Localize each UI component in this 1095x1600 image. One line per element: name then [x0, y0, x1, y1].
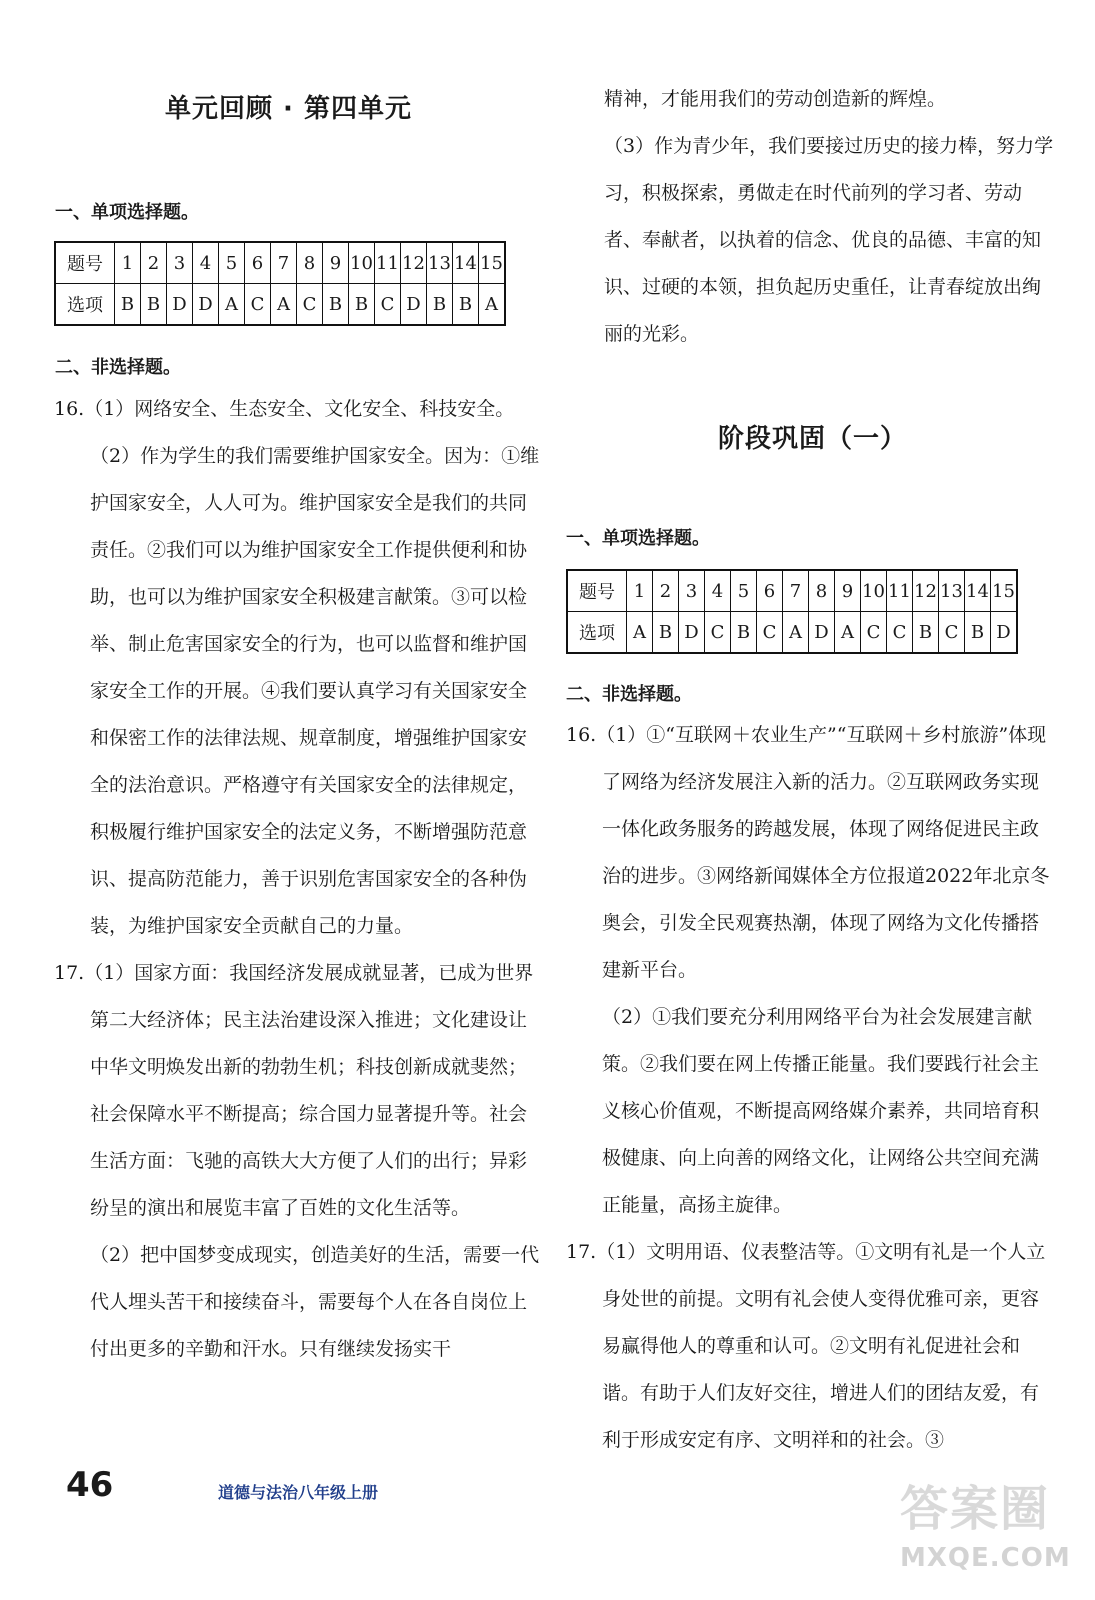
- answer-cell: A: [627, 612, 653, 654]
- question-number-cell: 6: [757, 570, 783, 612]
- left-table-header-row: [55, 242, 505, 284]
- answer-cell: A: [219, 284, 245, 326]
- answer-cell: D: [401, 284, 427, 326]
- question-number-cell: 3: [679, 570, 705, 612]
- answer-paragraph: 17.（1）国家方面：我国经济发展成就显著，已成为世界第二大经济体；民主法治建设深入推进；文化建设让中华文明焕发出新的勃勃生机；科技创新成就斐然；社会保障水平不断提高；综合国力显著提升等。社会生活方面：飞驰的高铁大大方便了人们的出行；异彩纷呈的演出和展览丰富了百姓的文化生活等。: [54, 962, 534, 1219]
- answer-cell: C: [705, 612, 731, 654]
- question-number-cell: 4: [193, 242, 219, 284]
- answer-paragraph: （2）把中国梦变成现实，创造美好的生活，需要一代代人埋头苦干和接续奋斗，需要每个人在各自岗位上付出更多的辛勤和汗水。只有继续发扬实干: [90, 1244, 540, 1360]
- answer-cell: B: [349, 284, 375, 326]
- answer-cell: A: [271, 284, 297, 326]
- watermark-logo: 答案圈: [900, 1481, 1051, 1537]
- question-number-cell: 13: [939, 570, 965, 612]
- question-number-cell: 2: [141, 242, 167, 284]
- question-number-cell: 2: [653, 570, 679, 612]
- unit-review-title: 单元回顾 · 第四单元: [165, 94, 412, 124]
- answer-paragraph: （2）作为学生的我们需要维护国家安全。因为：①维护国家安全，人人可为。维护国家安全是我们的共同责任。②我们可以为维护国家安全工作提供便利和协助，也可以为维护国家安全积极建言献策。③可以检举、制止危害国家安全的行为，也可以监督和维护国家安全工作的开展。④我们要认真学习有关国家安全和保密工作的法律法规、规章制度，增强维护国家安全的法治意识。严格遵守有关国家安全的法律规定，积极履行维护国家安全的法定义务，不断增强防范意识、提高防范能力，善于识别危害国家安全的各种伪装，为维护国家安全贡献自己的力量。: [90, 445, 540, 937]
- page-number: 46: [66, 1465, 114, 1505]
- question-number-cell: 5: [219, 242, 245, 284]
- answer-cell: C: [375, 284, 401, 326]
- right-answer-table: [566, 569, 1018, 654]
- answer-paragraph: （3）作为青少年，我们要接过历史的接力棒，努力学习，积极探索，勇做走在时代前列的学习者、劳动者、奉献者，以执着的信念、优良的品德、丰富的知识、过硬的本领，担负起历史重任，让青春绽放出绚丽的光彩。: [604, 135, 1054, 345]
- question-number-cell: 11: [375, 242, 401, 284]
- question-number-label: 题号: [567, 570, 627, 612]
- question-number-cell: 3: [167, 242, 193, 284]
- answer-cell: B: [913, 612, 939, 654]
- answer-cell: C: [245, 284, 271, 326]
- answer-cell: D: [679, 612, 705, 654]
- question-number-cell: 10: [349, 242, 375, 284]
- answer-cell: A: [783, 612, 809, 654]
- site-watermark: [900, 1470, 1070, 1580]
- answer-cell: D: [167, 284, 193, 326]
- question-number-cell: 8: [297, 242, 323, 284]
- left-answer-table: [54, 241, 506, 326]
- answer-cell: B: [323, 284, 349, 326]
- right-table-answer-row: [567, 612, 1017, 654]
- answer-paragraph: 16.（1）网络安全、生态安全、文化安全、科技安全。: [54, 398, 515, 420]
- answer-paragraph: 17.（1）文明用语、仪表整洁等。①文明有礼是一个人立身处世的前提。文明有礼会使人变得优雅可亲，更容易赢得他人的尊重和认可。②文明有礼促进社会和谐。有助于人们友好交往，增进人们的团结友爱，有利于形成安定有序、文明祥和的社会。③: [566, 1241, 1046, 1451]
- answer-paragraph: 16.（1）①“互联网＋农业生产”“互联网＋乡村旅游”体现了网络为经济发展注入新的活力。②互联网政务实现一体化政务服务的跨越发展，体现了网络促进民主政治的进步。③网络新闻媒体全方位报道2022年北京冬奥会，引发全民观赛热潮，体现了网络为文化传播搭建新平台。: [566, 724, 1050, 981]
- answer-cell: B: [115, 284, 141, 326]
- question-number-cell: 13: [427, 242, 453, 284]
- answer-label: 选项: [55, 284, 115, 326]
- answer-cell: C: [887, 612, 913, 654]
- answer-cell: B: [731, 612, 757, 654]
- answer-cell: B: [653, 612, 679, 654]
- answer-cell: B: [453, 284, 479, 326]
- answer-cell: D: [809, 612, 835, 654]
- watermark-url: MXQE.COM: [900, 1543, 1071, 1573]
- answer-label: 选项: [567, 612, 627, 654]
- question-number-cell: 14: [453, 242, 479, 284]
- question-number-cell: 10: [861, 570, 887, 612]
- question-number-label: 题号: [55, 242, 115, 284]
- question-number-cell: 15: [991, 570, 1018, 612]
- question-number-cell: 1: [627, 570, 653, 612]
- answer-paragraph: （2）①我们要充分利用网络平台为社会发展建言献策。②我们要在网上传播正能量。我们要践行社会主义核心价值观，不断提高网络媒介素养，共同培育积极健康、向上向善的网络文化，让网络公共空间充满正能量，高扬主旋律。: [602, 1006, 1040, 1216]
- answer-cell: B: [141, 284, 167, 326]
- right-table-header-row: [567, 570, 1017, 612]
- answer-cell: A: [835, 612, 861, 654]
- answer-cell: C: [939, 612, 965, 654]
- answer-cell: C: [861, 612, 887, 654]
- answer-cell: D: [193, 284, 219, 326]
- question-number-cell: 5: [731, 570, 757, 612]
- question-number-cell: 14: [965, 570, 991, 612]
- question-number-cell: 11: [887, 570, 913, 612]
- right-top-body: [568, 76, 1054, 358]
- question-number-cell: 9: [835, 570, 861, 612]
- question-number-cell: 7: [271, 242, 297, 284]
- answer-cell: C: [297, 284, 323, 326]
- question-number-cell: 8: [809, 570, 835, 612]
- left-table-answer-row: [55, 284, 505, 326]
- answer-cell: D: [991, 612, 1018, 654]
- left-answers-body: [54, 386, 542, 1373]
- question-number-cell: 6: [245, 242, 271, 284]
- stage-consolidation-title: 阶段巩固（一）: [718, 424, 908, 454]
- right-section-single-choice: 一、单项选择题。: [566, 528, 710, 549]
- book-title: 道德与法治八年级上册: [218, 1483, 379, 1502]
- question-number-cell: 4: [705, 570, 731, 612]
- answer-cell: B: [427, 284, 453, 326]
- left-section-single-choice: 一、单项选择题。: [55, 202, 199, 223]
- left-section-non-choice: 二、非选择题。: [55, 357, 181, 378]
- question-number-cell: 7: [783, 570, 809, 612]
- question-number-cell: 9: [323, 242, 349, 284]
- question-number-cell: 1: [115, 242, 141, 284]
- right-answers-body: [566, 712, 1052, 1464]
- answer-cell: B: [965, 612, 991, 654]
- answer-cell: A: [479, 284, 506, 326]
- right-section-non-choice: 二、非选择题。: [566, 684, 692, 705]
- question-number-cell: 15: [479, 242, 506, 284]
- question-number-cell: 12: [401, 242, 427, 284]
- answer-cell: C: [757, 612, 783, 654]
- question-number-cell: 12: [913, 570, 939, 612]
- answer-paragraph: 精神，才能用我们的劳动创造新的辉煌。: [604, 88, 947, 110]
